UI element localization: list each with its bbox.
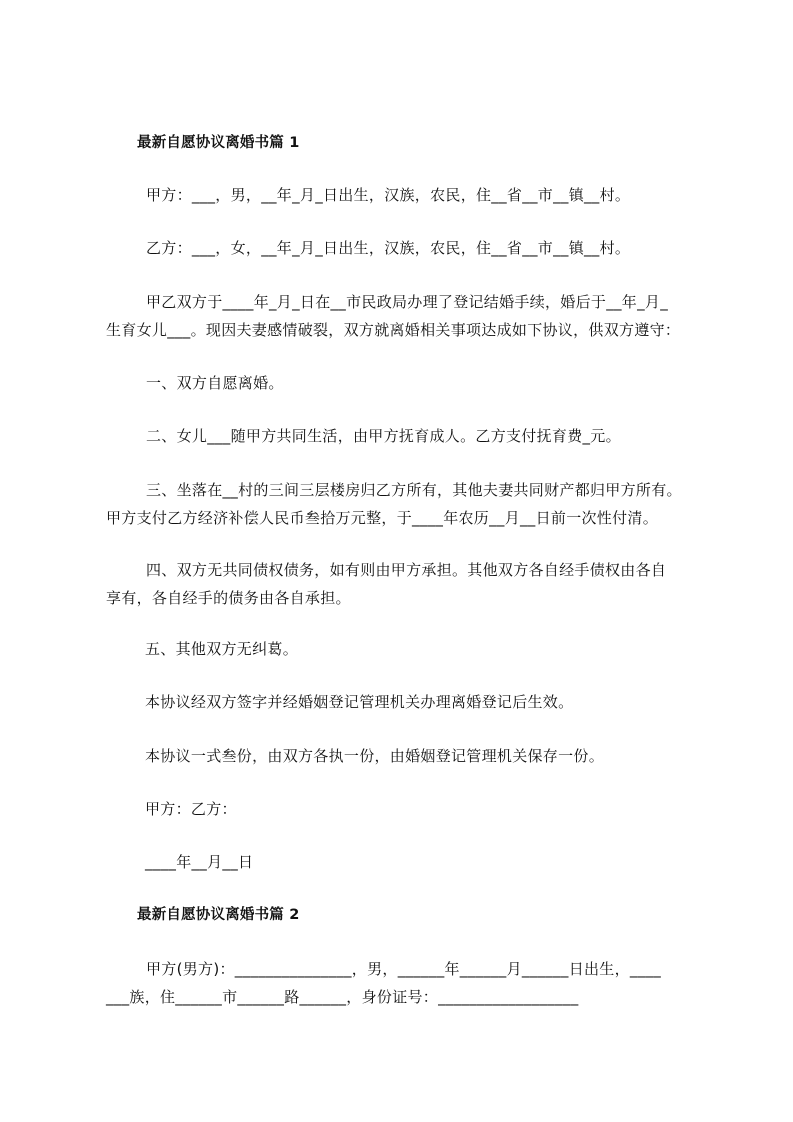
party-b-info: 乙方：___，女，__年_月_日出生，汉族，农民，住__省__市__镇__村。 bbox=[146, 239, 631, 257]
section-heading-2: 最新自愿协议离婚书篇 2 bbox=[137, 907, 300, 923]
intro-paragraph-line-1: 甲乙双方于____年_月_日在__市民政局办理了登记结婚手续，婚后于__年_月_ bbox=[146, 293, 669, 311]
clause-4-line-2: 享有，各自经手的债务由各自承担。 bbox=[106, 589, 351, 607]
clause-3-line-1: 三、坐落在__村的三间三层楼房归乙方所有，其他夫妻共同财产都归甲方所有。 bbox=[146, 481, 682, 499]
date-line: ____年__月__日 bbox=[145, 853, 254, 871]
clause-2: 二、女儿___随甲方共同生活，由甲方抚育成人。乙方支付抚育费_元。 bbox=[146, 427, 621, 445]
copies-statement: 本协议一式叁份，由双方各执一份，由婚姻登记管理机关保存一份。 bbox=[145, 747, 605, 765]
section2-party-a-line-1: 甲方(男方)：_______________，男，______年______月______日出生，____ bbox=[146, 960, 662, 978]
section2-party-a-line-2: ___族，住______市______路______，身份证号：__________________ bbox=[106, 988, 579, 1006]
intro-paragraph-line-2: 生育女儿___。现因夫妻感情破裂，双方就离婚相关事项达成如下协议，供双方遵守： bbox=[106, 321, 681, 339]
section-heading-1: 最新自愿协议离婚书篇 1 bbox=[137, 135, 300, 151]
signature-line: 甲方：乙方： bbox=[145, 800, 237, 818]
effect-statement: 本协议经双方签字并经婚姻登记管理机关办理离婚登记后生效。 bbox=[145, 693, 574, 711]
clause-1: 一、双方自愿离婚。 bbox=[146, 374, 284, 392]
clause-5: 五、其他双方无纠葛。 bbox=[145, 640, 299, 658]
party-a-info: 甲方：___，男，__年_月_日出生，汉族，农民，住__省__市__镇__村。 bbox=[146, 186, 631, 204]
clause-3-line-2: 甲方支付乙方经济补偿人民币叁拾万元整，于____年农历__月__日前一次性付清。 bbox=[106, 509, 659, 527]
clause-4-line-1: 四、双方无共同债权债务，如有则由甲方承担。其他双方各自经手债权由各自 bbox=[146, 561, 667, 579]
